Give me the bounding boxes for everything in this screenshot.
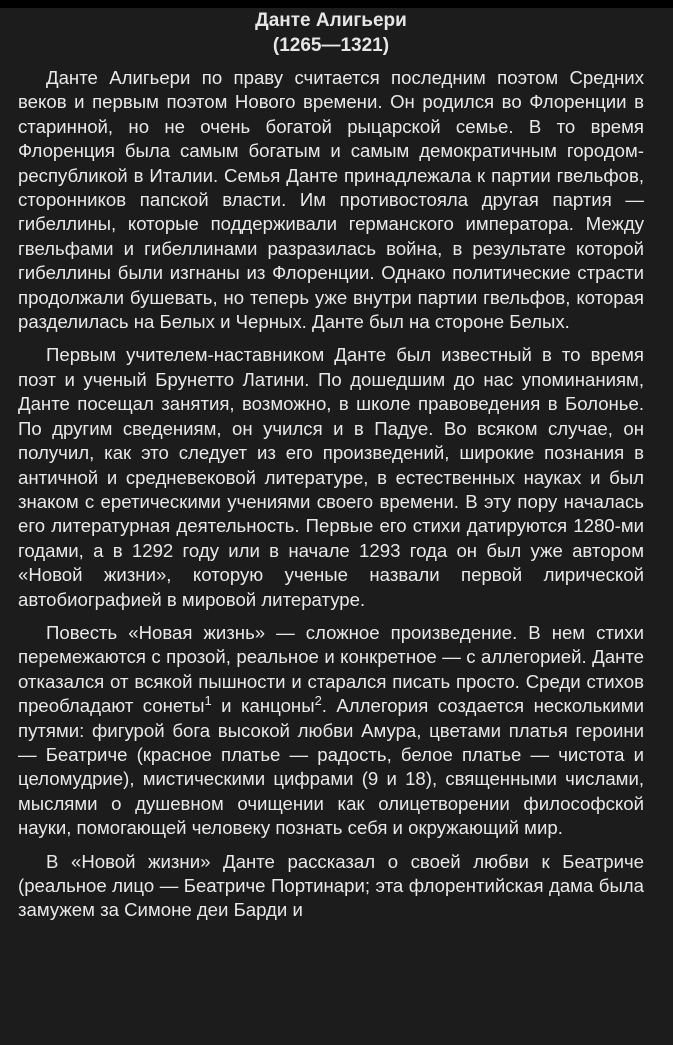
paragraph-2: Первым учителем-наставником Данте был известный в то время поэт и ученый Брунетто Латини. По дошедшим до нас упоминаниям, Данте посещал занятия, возможно, в школе правоведения в Болонье. По другим сведениям, он учился и в Падуе. Во всяком случае, он получил, как это следует из его произведений, широкие познания в античной и средневековой литературе, в естественных науках и был знаком с еретическими учениями своего времени. В эту пору началась его литературная деятельность. Первые его стихи датируются 1280-ми годами, а в 1292 году или в начале 1293 года он был уже автором «Новой жизни», которую ученые назвали первой лирической автобиографией в мировой литературе. [18, 344, 644, 610]
paragraph-3-text-a: Повесть «Новая жизнь» — сложное произведение. В нем стихи перемежаются с прозой, реальное и конкретное — с аллегорией. Данте отказался от всякой пышности и старался писать просто. Среди стихов преобладают сонеты [18, 621, 644, 717]
author-years: (1265—1321) [272, 35, 390, 56]
paragraph-3-text-b: и канцоны [211, 695, 315, 717]
paragraph-4: В «Новой жизни» Данте рассказал о своей любви к Беатриче (реальное лицо — Беатриче Портинари; эта флорентийская дама была замужем за Симоне деи Барди и [18, 850, 644, 921]
paragraph-3 [18, 621, 644, 841]
top-bar [0, 0, 673, 8]
paragraph-3-text-c: . Аллегория создается несколькими путями: фигурой бога высокой любви Амура, цветами платья героини — Беатриче (красное платье — радость, белое платье — чистота и целомудрие), мистическими цифрами (9 и 18), священными числами, мыслями о душевном очищении как олицетворении философской науки, помогающей человеку познать себя и окружающий мир. [18, 695, 644, 839]
footnote-ref-2[interactable]: 2 [314, 693, 322, 709]
document-title [18, 8, 644, 58]
paragraph-1: Данте Алигьери по праву считается последним поэтом Средних веков и первым поэтом Нового времени. Он родился во Флоренции в старинной, но не очень богатой рыцарской семье. В то время Флоренция была самым богатым и самым демократичным городом-республикой в Италии. Семья Данте принадлежала к партии гвельфов, сторонников папской власти. Им противостояла другая партия — гибеллины, которые поддерживали германского императора. Между гвельфами и гибеллинами разразилась война, в результате которой гибеллины были изгнаны из Флоренции. Однако политические страсти продолжали бушевать, но теперь уже внутри партии гвельфов, которая разделилась на Белых и Черных. Данте был на стороне Белых. [18, 67, 644, 333]
document-page[interactable] [18, 8, 644, 923]
footnote-ref-1[interactable]: 1 [204, 693, 212, 709]
author-name: Данте Алигьери [255, 10, 407, 31]
